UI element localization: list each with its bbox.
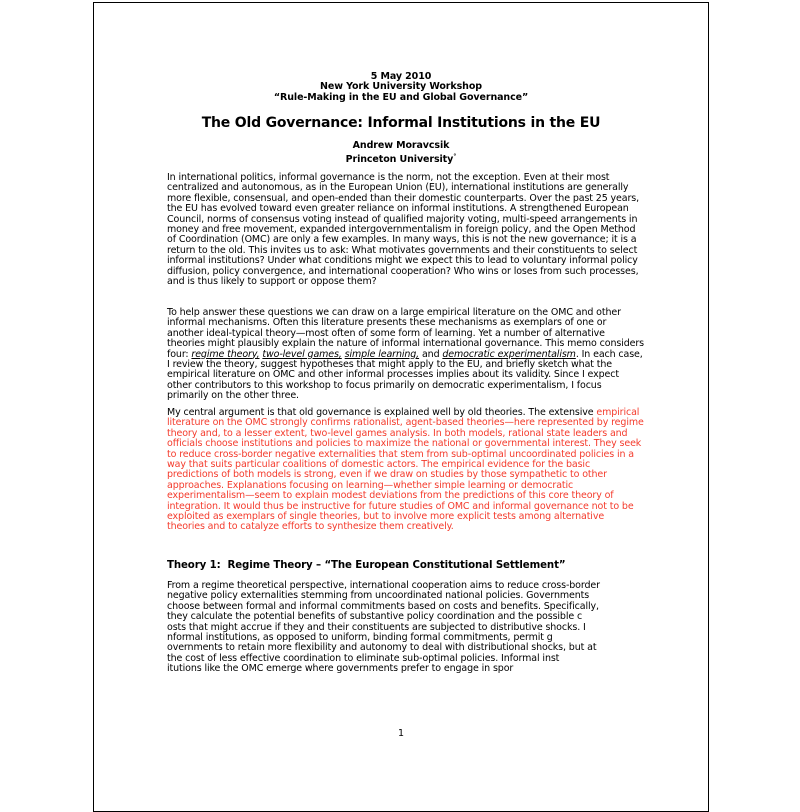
paragraph-theories-overview	[167, 308, 644, 402]
theories-text-2: . In each case, I review the theory, suggest hypotheses that might apply to the EU, and briefly sketch what the empirical literature on OMC and other informal processes implies about its validity. Since I expect other contributors to this workshop to focus primarily on democratic experimentalism, I focus primarily on the other three.	[167, 348, 643, 402]
workshop-date: 5 May 2010	[370, 71, 432, 82]
theory-term-regime-theory: regime theory,	[191, 348, 260, 360]
paper-title: The Old Governance: Informal Institutions in the EU	[201, 115, 601, 131]
argument-intro-text: My central argument is that old governance is explained well by old theories. The extensive	[167, 407, 597, 418]
paragraph-central-argument	[167, 408, 644, 533]
document-page	[93, 2, 709, 812]
page-number: 1	[397, 728, 405, 739]
workshop-venue: New York University Workshop	[320, 81, 482, 93]
workshop-title: “Rule-Making in the EU and Global Governance”	[273, 91, 529, 103]
paragraph-introduction: In international politics, informal governance is the norm, not the exception. Even at their most centralized and autonomous, as in the European Union (EU), international institutions are generally more flexible, consensual, and open-ended than their domestic counterparts. Over the past 25 years, the EU has evolved toward even greater reliance on informal institutions. A strengthened European Council, norms of consensus voting instead of qualified majority voting, multi-speed arrangements in money and free movement, expanded intergovernmentalism in foreign policy, and the Open Method of Coordination (OMC) are only a few examples. In many ways, this is not the new governance; it is a return to the old. This invites us to ask: What motivates governments and their constituents to select informal institutions? Under what conditions might we expect this to lead to voluntary informal policy diffusion, policy convergence, and international cooperation? Who wins or loses from such processes, and is thus likely to support or oppose them?	[167, 172, 639, 288]
workshop-header	[94, 72, 708, 103]
affiliation-text: Princeton University	[345, 154, 454, 166]
paragraph-regime-theory: From a regime theoretical perspective, international cooperation aims to reduce cross-border negative policy externalities stemming from uncoordinated national policies. Governments choose between formal and informal commitments based on costs and benefits. Specifically, they calculate the potential benefits of substantive policy coordination and the possible c osts that might accrue if they and their constituents are subjected to distributive shocks. I nformal institutions, as opposed to uniform, binding formal commitments, permit g overnments to retain more flexibility and autonomy to deal with distributional shocks, but at the cost of less effective coordination to eliminate sub-optimal policies. Informal inst itutions like the OMC emerge where governments prefer to engage in spor	[167, 580, 600, 675]
theory-term-two-level-games: two-level games,	[262, 348, 342, 360]
author-name: Andrew Moravcsik	[352, 140, 450, 151]
argument-highlighted-red-text: empirical literature on the OMC strongly confirms rationalist, agent-based theories—here represented by regime theory and, to a lesser extent, two-level games analysis. In both models, rational state leaders and officials choose institutions and policies to maximize the national or governmental interest. They seek to reduce cross-border negative externalities that stem from sub-optimal uncoordinated policies in a way that suits particular coalitions of domestic actors. The empirical evidence for the basic predictions of both models is strong, even if we draw on studies by those sympathetic to other approaches. Explanations focusing on learning—whether simple learning or democratic experimentalism—seem to explain modest deviations from the predictions of this core theory of integration. It would thus be instructive for future studies of OMC and informal governance not to be exploited as exemplars of single theories, but to involve more explicit tests among alternative theories and to catalyze efforts to synthesize them creatively.	[167, 407, 644, 533]
footnote-marker: °	[453, 152, 457, 161]
theory-term-simple-learning: simple learning,	[344, 348, 420, 360]
section-heading-theory-1: Theory 1: Regime Theory – “The European Constitutional Settlement”	[167, 560, 566, 571]
author-affiliation	[94, 151, 708, 166]
theories-text-1: To help answer these questions we can draw on a large empirical literature on the OMC and other informal mechanisms. Often this literature presents these mechanisms as exemplars of one or another ideal-typical theory—most often of some form of learning. Yet a number of alternative theories might plausibly explain the nature of informal international governance. This memo considers four:	[167, 307, 644, 360]
theory-term-democratic-experimentalism: democratic experimentalism	[442, 348, 576, 360]
separator: and	[419, 348, 443, 360]
author-block	[94, 141, 708, 166]
